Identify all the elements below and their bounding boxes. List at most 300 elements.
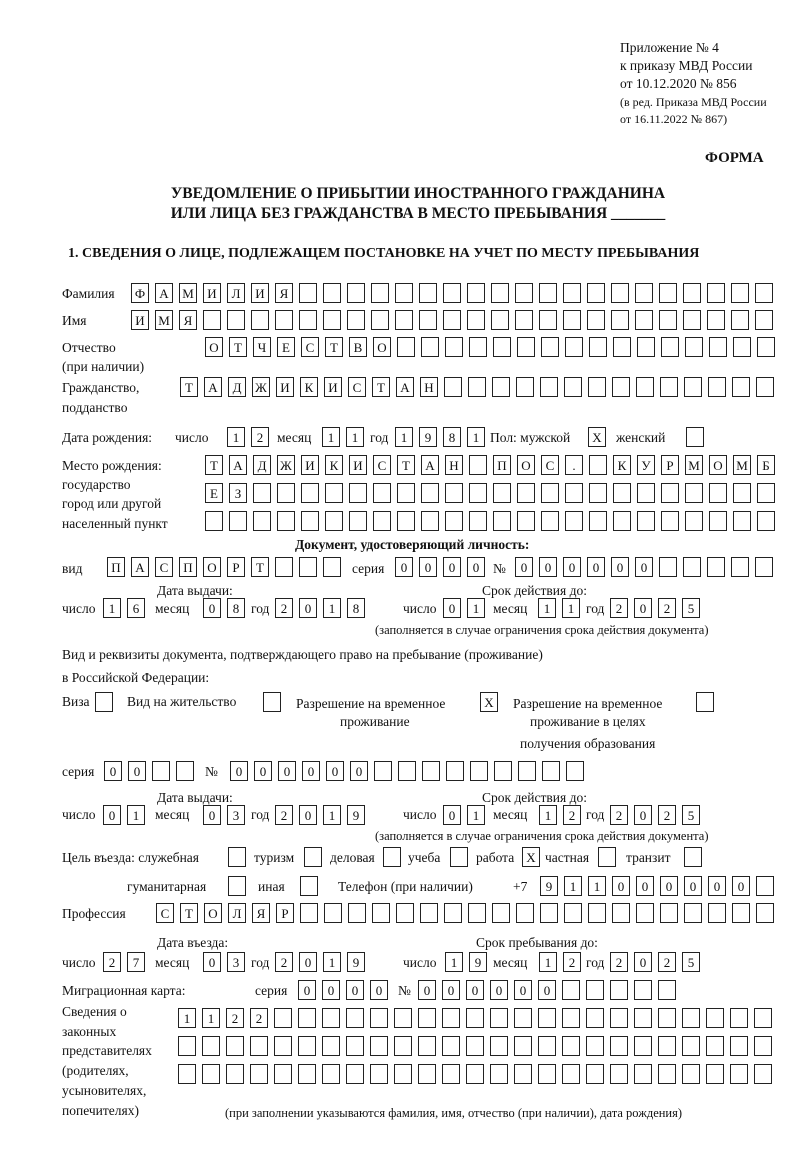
char-cell[interactable]: 0 <box>634 598 652 618</box>
char-cell[interactable] <box>490 1036 508 1056</box>
char-cell[interactable] <box>347 310 365 330</box>
char-cell[interactable] <box>443 283 461 303</box>
checkbox[interactable] <box>304 847 322 867</box>
char-cell[interactable] <box>661 337 679 357</box>
char-cell[interactable] <box>324 903 342 923</box>
char-cell[interactable]: 0 <box>612 876 630 896</box>
char-cell[interactable]: В <box>349 337 367 357</box>
char-cell[interactable] <box>634 1064 652 1084</box>
char-cell[interactable] <box>202 1036 220 1056</box>
char-cell[interactable]: 0 <box>395 557 413 577</box>
char-cell[interactable] <box>754 1064 772 1084</box>
char-cell[interactable]: Т <box>180 903 198 923</box>
char-cell[interactable]: А <box>396 377 414 397</box>
char-cell[interactable] <box>229 511 247 531</box>
char-cell[interactable] <box>661 483 679 503</box>
char-cell[interactable] <box>445 483 463 503</box>
char-cell[interactable]: Р <box>661 455 679 475</box>
char-cell[interactable] <box>706 1064 724 1084</box>
char-cell[interactable]: 0 <box>298 980 316 1000</box>
char-cell[interactable]: 0 <box>539 557 557 577</box>
char-cell[interactable]: М <box>179 283 197 303</box>
char-cell[interactable] <box>731 310 749 330</box>
char-cell[interactable] <box>612 903 630 923</box>
char-cell[interactable]: 0 <box>466 980 484 1000</box>
char-cell[interactable] <box>613 511 631 531</box>
char-cell[interactable]: Ф <box>131 283 149 303</box>
char-cell[interactable]: 1 <box>564 876 582 896</box>
char-cell[interactable] <box>589 483 607 503</box>
char-cell[interactable] <box>682 1064 700 1084</box>
char-cell[interactable] <box>202 1064 220 1084</box>
char-cell[interactable]: Я <box>252 903 270 923</box>
char-cell[interactable] <box>637 483 655 503</box>
char-cell[interactable] <box>634 1008 652 1028</box>
char-cell[interactable] <box>442 1064 460 1084</box>
char-cell[interactable] <box>468 377 486 397</box>
char-cell[interactable] <box>564 903 582 923</box>
char-cell[interactable] <box>274 1064 292 1084</box>
checkbox[interactable] <box>228 847 246 867</box>
char-cell[interactable]: 1 <box>322 427 340 447</box>
char-cell[interactable]: О <box>204 903 222 923</box>
char-cell[interactable] <box>275 310 293 330</box>
char-cell[interactable]: 0 <box>254 761 272 781</box>
char-cell[interactable] <box>514 1036 532 1056</box>
char-cell[interactable]: Ж <box>277 455 295 475</box>
char-cell[interactable] <box>322 1036 340 1056</box>
char-cell[interactable]: А <box>155 283 173 303</box>
char-cell[interactable]: 1 <box>562 598 580 618</box>
char-cell[interactable] <box>685 337 703 357</box>
char-cell[interactable]: 0 <box>563 557 581 577</box>
char-cell[interactable] <box>541 511 559 531</box>
char-cell[interactable] <box>250 1064 268 1084</box>
char-cell[interactable] <box>493 337 511 357</box>
char-cell[interactable] <box>442 1036 460 1056</box>
char-cell[interactable] <box>683 557 701 577</box>
char-cell[interactable] <box>540 377 558 397</box>
char-cell[interactable]: Т <box>251 557 269 577</box>
char-cell[interactable] <box>542 761 560 781</box>
char-cell[interactable]: Ч <box>253 337 271 357</box>
char-cell[interactable]: 5 <box>682 598 700 618</box>
char-cell[interactable]: Е <box>277 337 295 357</box>
char-cell[interactable] <box>373 483 391 503</box>
char-cell[interactable]: С <box>301 337 319 357</box>
char-cell[interactable]: О <box>517 455 535 475</box>
char-cell[interactable] <box>611 310 629 330</box>
char-cell[interactable] <box>446 761 464 781</box>
char-cell[interactable] <box>371 283 389 303</box>
char-cell[interactable] <box>541 483 559 503</box>
char-cell[interactable]: А <box>229 455 247 475</box>
char-cell[interactable] <box>708 377 726 397</box>
char-cell[interactable]: 0 <box>515 557 533 577</box>
char-cell[interactable]: 1 <box>323 805 341 825</box>
char-cell[interactable] <box>565 337 583 357</box>
char-cell[interactable]: Ж <box>252 377 270 397</box>
char-cell[interactable] <box>419 283 437 303</box>
char-cell[interactable]: Д <box>228 377 246 397</box>
char-cell[interactable] <box>658 980 676 1000</box>
char-cell[interactable] <box>563 310 581 330</box>
char-cell[interactable] <box>562 1064 580 1084</box>
char-cell[interactable] <box>682 1008 700 1028</box>
char-cell[interactable] <box>418 1036 436 1056</box>
char-cell[interactable]: 0 <box>350 761 368 781</box>
char-cell[interactable] <box>226 1064 244 1084</box>
char-cell[interactable] <box>469 455 487 475</box>
char-cell[interactable] <box>398 761 416 781</box>
char-cell[interactable]: А <box>204 377 222 397</box>
char-cell[interactable]: 9 <box>469 952 487 972</box>
char-cell[interactable]: 2 <box>610 952 628 972</box>
char-cell[interactable] <box>514 1008 532 1028</box>
char-cell[interactable] <box>178 1036 196 1056</box>
char-cell[interactable]: 9 <box>347 952 365 972</box>
char-cell[interactable] <box>659 310 677 330</box>
char-cell[interactable]: 1 <box>445 952 463 972</box>
char-cell[interactable] <box>589 455 607 475</box>
char-cell[interactable] <box>685 511 703 531</box>
char-cell[interactable]: Н <box>445 455 463 475</box>
char-cell[interactable]: С <box>541 455 559 475</box>
checkbox[interactable] <box>263 692 281 712</box>
checkbox[interactable] <box>383 847 401 867</box>
char-cell[interactable] <box>348 903 366 923</box>
char-cell[interactable] <box>176 761 194 781</box>
char-cell[interactable] <box>298 1008 316 1028</box>
char-cell[interactable] <box>422 761 440 781</box>
char-cell[interactable]: 0 <box>302 761 320 781</box>
char-cell[interactable]: К <box>613 455 631 475</box>
char-cell[interactable] <box>298 1036 316 1056</box>
char-cell[interactable]: 2 <box>226 1008 244 1028</box>
char-cell[interactable] <box>730 1008 748 1028</box>
char-cell[interactable] <box>636 377 654 397</box>
char-cell[interactable] <box>226 1036 244 1056</box>
char-cell[interactable] <box>299 283 317 303</box>
char-cell[interactable]: М <box>685 455 703 475</box>
char-cell[interactable] <box>636 903 654 923</box>
char-cell[interactable]: А <box>421 455 439 475</box>
char-cell[interactable]: 2 <box>275 598 293 618</box>
char-cell[interactable] <box>250 1036 268 1056</box>
char-cell[interactable] <box>538 1064 556 1084</box>
char-cell[interactable]: 0 <box>128 761 146 781</box>
char-cell[interactable]: С <box>155 557 173 577</box>
char-cell[interactable]: О <box>203 557 221 577</box>
char-cell[interactable] <box>756 903 774 923</box>
char-cell[interactable] <box>152 761 170 781</box>
char-cell[interactable] <box>709 511 727 531</box>
char-cell[interactable] <box>394 1008 412 1028</box>
char-cell[interactable]: 1 <box>227 427 245 447</box>
char-cell[interactable] <box>203 310 221 330</box>
char-cell[interactable] <box>394 1036 412 1056</box>
char-cell[interactable]: У <box>637 455 655 475</box>
char-cell[interactable] <box>274 1036 292 1056</box>
checkbox[interactable] <box>598 847 616 867</box>
char-cell[interactable]: 0 <box>278 761 296 781</box>
char-cell[interactable]: К <box>300 377 318 397</box>
char-cell[interactable] <box>706 1036 724 1056</box>
char-cell[interactable]: 0 <box>708 876 726 896</box>
char-cell[interactable]: Н <box>420 377 438 397</box>
char-cell[interactable] <box>610 1036 628 1056</box>
char-cell[interactable]: Е <box>205 483 223 503</box>
char-cell[interactable] <box>253 483 271 503</box>
char-cell[interactable] <box>709 337 727 357</box>
char-cell[interactable] <box>732 903 750 923</box>
char-cell[interactable] <box>610 1008 628 1028</box>
char-cell[interactable]: С <box>348 377 366 397</box>
char-cell[interactable] <box>707 283 725 303</box>
char-cell[interactable]: 8 <box>227 598 245 618</box>
char-cell[interactable]: И <box>131 310 149 330</box>
char-cell[interactable] <box>491 310 509 330</box>
char-cell[interactable] <box>757 511 775 531</box>
char-cell[interactable] <box>346 1008 364 1028</box>
char-cell[interactable] <box>397 511 415 531</box>
char-cell[interactable] <box>442 1008 460 1028</box>
char-cell[interactable]: 0 <box>490 980 508 1000</box>
char-cell[interactable]: 9 <box>419 427 437 447</box>
char-cell[interactable]: 0 <box>442 980 460 1000</box>
char-cell[interactable] <box>658 1064 676 1084</box>
char-cell[interactable] <box>658 1008 676 1028</box>
char-cell[interactable] <box>421 483 439 503</box>
char-cell[interactable] <box>589 511 607 531</box>
char-cell[interactable] <box>205 511 223 531</box>
char-cell[interactable] <box>395 283 413 303</box>
char-cell[interactable] <box>517 511 535 531</box>
char-cell[interactable] <box>757 337 775 357</box>
char-cell[interactable]: 0 <box>346 980 364 1000</box>
char-cell[interactable] <box>586 980 604 1000</box>
char-cell[interactable]: Т <box>397 455 415 475</box>
char-cell[interactable]: 1 <box>395 427 413 447</box>
char-cell[interactable] <box>683 310 701 330</box>
char-cell[interactable] <box>661 511 679 531</box>
char-cell[interactable] <box>421 511 439 531</box>
char-cell[interactable]: Т <box>229 337 247 357</box>
char-cell[interactable] <box>394 1064 412 1084</box>
char-cell[interactable]: 0 <box>230 761 248 781</box>
char-cell[interactable]: 0 <box>636 876 654 896</box>
char-cell[interactable]: Л <box>228 903 246 923</box>
char-cell[interactable] <box>325 511 343 531</box>
char-cell[interactable] <box>517 337 535 357</box>
char-cell[interactable]: 2 <box>658 805 676 825</box>
char-cell[interactable] <box>469 483 487 503</box>
char-cell[interactable]: Т <box>180 377 198 397</box>
char-cell[interactable] <box>514 1064 532 1084</box>
char-cell[interactable] <box>562 980 580 1000</box>
char-cell[interactable]: 2 <box>275 805 293 825</box>
char-cell[interactable] <box>518 761 536 781</box>
char-cell[interactable] <box>686 427 704 447</box>
char-cell[interactable] <box>756 377 774 397</box>
char-cell[interactable]: О <box>205 337 223 357</box>
char-cell[interactable]: 0 <box>104 761 122 781</box>
char-cell[interactable]: 0 <box>299 952 317 972</box>
char-cell[interactable]: X <box>588 427 606 447</box>
char-cell[interactable]: П <box>493 455 511 475</box>
char-cell[interactable] <box>301 483 319 503</box>
char-cell[interactable] <box>494 761 512 781</box>
char-cell[interactable] <box>685 483 703 503</box>
char-cell[interactable] <box>516 903 534 923</box>
char-cell[interactable] <box>707 310 725 330</box>
char-cell[interactable] <box>493 483 511 503</box>
char-cell[interactable]: 2 <box>251 427 269 447</box>
char-cell[interactable] <box>301 511 319 531</box>
char-cell[interactable] <box>589 337 607 357</box>
char-cell[interactable] <box>395 310 413 330</box>
char-cell[interactable] <box>298 1064 316 1084</box>
char-cell[interactable]: 0 <box>634 805 652 825</box>
char-cell[interactable]: 1 <box>202 1008 220 1028</box>
char-cell[interactable] <box>610 1064 628 1084</box>
checkbox[interactable] <box>95 692 113 712</box>
char-cell[interactable]: 1 <box>346 427 364 447</box>
char-cell[interactable]: 1 <box>323 952 341 972</box>
char-cell[interactable] <box>539 283 557 303</box>
char-cell[interactable] <box>659 283 677 303</box>
char-cell[interactable] <box>370 1064 388 1084</box>
char-cell[interactable]: 0 <box>611 557 629 577</box>
char-cell[interactable]: 0 <box>443 598 461 618</box>
char-cell[interactable]: М <box>155 310 173 330</box>
char-cell[interactable] <box>541 337 559 357</box>
char-cell[interactable] <box>565 483 583 503</box>
char-cell[interactable] <box>418 1064 436 1084</box>
char-cell[interactable] <box>322 1008 340 1028</box>
char-cell[interactable] <box>443 310 461 330</box>
char-cell[interactable] <box>466 1064 484 1084</box>
char-cell[interactable] <box>707 557 725 577</box>
char-cell[interactable]: 3 <box>227 805 245 825</box>
char-cell[interactable] <box>612 377 630 397</box>
char-cell[interactable] <box>733 511 751 531</box>
char-cell[interactable] <box>277 511 295 531</box>
char-cell[interactable]: 1 <box>588 876 606 896</box>
char-cell[interactable] <box>755 557 773 577</box>
char-cell[interactable] <box>420 903 438 923</box>
char-cell[interactable] <box>444 377 462 397</box>
char-cell[interactable] <box>419 310 437 330</box>
char-cell[interactable] <box>730 1036 748 1056</box>
checkbox[interactable]: X <box>522 847 540 867</box>
char-cell[interactable]: 0 <box>203 598 221 618</box>
char-cell[interactable] <box>346 1064 364 1084</box>
char-cell[interactable]: 8 <box>347 598 365 618</box>
char-cell[interactable]: 3 <box>227 952 245 972</box>
char-cell[interactable] <box>349 483 367 503</box>
char-cell[interactable] <box>613 337 631 357</box>
char-cell[interactable] <box>637 511 655 531</box>
char-cell[interactable] <box>658 1036 676 1056</box>
char-cell[interactable] <box>684 903 702 923</box>
char-cell[interactable] <box>613 483 631 503</box>
char-cell[interactable] <box>588 903 606 923</box>
char-cell[interactable] <box>611 283 629 303</box>
char-cell[interactable] <box>323 557 341 577</box>
char-cell[interactable] <box>300 903 318 923</box>
char-cell[interactable]: 0 <box>203 805 221 825</box>
char-cell[interactable] <box>586 1036 604 1056</box>
char-cell[interactable] <box>637 337 655 357</box>
char-cell[interactable]: 1 <box>539 952 557 972</box>
char-cell[interactable]: 0 <box>467 557 485 577</box>
char-cell[interactable] <box>468 903 486 923</box>
char-cell[interactable]: 8 <box>443 427 461 447</box>
char-cell[interactable]: Т <box>205 455 223 475</box>
char-cell[interactable]: 0 <box>635 557 653 577</box>
char-cell[interactable]: 0 <box>326 761 344 781</box>
char-cell[interactable]: 2 <box>563 805 581 825</box>
char-cell[interactable] <box>538 1008 556 1028</box>
char-cell[interactable]: 0 <box>443 805 461 825</box>
char-cell[interactable] <box>515 310 533 330</box>
char-cell[interactable] <box>374 761 392 781</box>
char-cell[interactable]: А <box>131 557 149 577</box>
char-cell[interactable]: З <box>229 483 247 503</box>
char-cell[interactable] <box>492 377 510 397</box>
char-cell[interactable] <box>756 876 774 896</box>
char-cell[interactable] <box>346 1036 364 1056</box>
char-cell[interactable] <box>587 283 605 303</box>
char-cell[interactable] <box>755 283 773 303</box>
char-cell[interactable] <box>731 283 749 303</box>
char-cell[interactable]: 0 <box>370 980 388 1000</box>
char-cell[interactable] <box>323 283 341 303</box>
char-cell[interactable]: 0 <box>443 557 461 577</box>
char-cell[interactable]: И <box>203 283 221 303</box>
char-cell[interactable]: 5 <box>682 952 700 972</box>
char-cell[interactable] <box>660 903 678 923</box>
char-cell[interactable]: 2 <box>563 952 581 972</box>
char-cell[interactable]: О <box>709 455 727 475</box>
char-cell[interactable] <box>373 511 391 531</box>
char-cell[interactable] <box>371 310 389 330</box>
char-cell[interactable] <box>227 310 245 330</box>
char-cell[interactable] <box>347 283 365 303</box>
char-cell[interactable] <box>421 337 439 357</box>
char-cell[interactable]: Т <box>325 337 343 357</box>
char-cell[interactable]: 0 <box>322 980 340 1000</box>
char-cell[interactable] <box>757 483 775 503</box>
char-cell[interactable] <box>466 1008 484 1028</box>
char-cell[interactable] <box>732 377 750 397</box>
char-cell[interactable] <box>563 283 581 303</box>
char-cell[interactable]: 2 <box>103 952 121 972</box>
char-cell[interactable] <box>540 903 558 923</box>
char-cell[interactable]: Р <box>227 557 245 577</box>
checkbox[interactable] <box>696 692 714 712</box>
char-cell[interactable] <box>469 337 487 357</box>
char-cell[interactable]: 0 <box>732 876 750 896</box>
char-cell[interactable] <box>322 1064 340 1084</box>
char-cell[interactable]: П <box>107 557 125 577</box>
char-cell[interactable]: 0 <box>634 952 652 972</box>
char-cell[interactable]: 6 <box>127 598 145 618</box>
char-cell[interactable] <box>467 310 485 330</box>
checkbox[interactable] <box>450 847 468 867</box>
char-cell[interactable]: 0 <box>103 805 121 825</box>
